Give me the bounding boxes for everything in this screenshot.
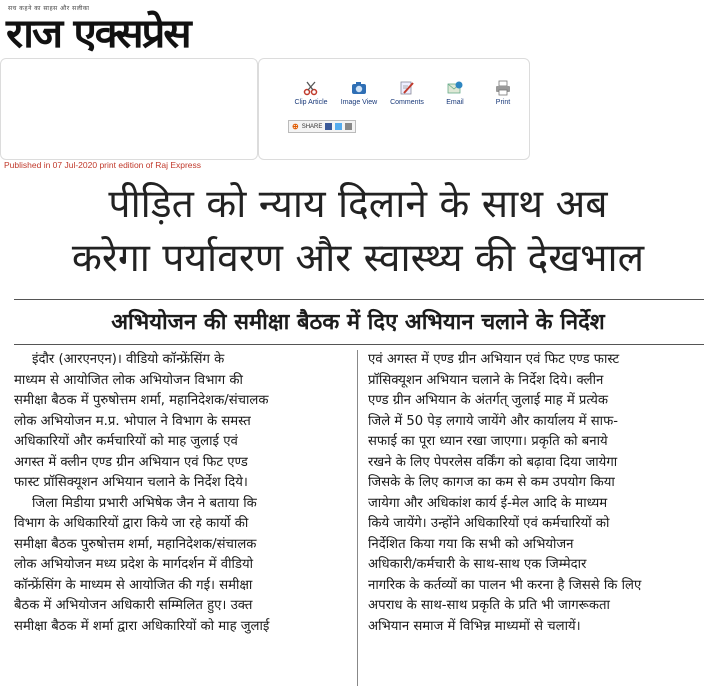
- article-text-line: जायेगा और अधिकांश कार्य ई-मेल आदि के माध्यम: [368, 495, 608, 511]
- article-text-line: समीक्षा बैठक में शर्मा द्वारा अधिकारियों को माह जुलाई: [14, 618, 270, 634]
- article-text-line: फास्ट प्रॉसिक्यूशन अभियान चलाने के निर्देश दिये।: [14, 475, 248, 490]
- clip-article-label: Clip Article: [294, 99, 328, 106]
- print-button[interactable]: [482, 80, 524, 106]
- newspaper-logo: राज एक्सप्रेस: [6, 11, 190, 57]
- twitter-icon[interactable]: [335, 123, 342, 130]
- email-icon: [447, 80, 463, 96]
- article-text-line: माध्यम से आयोजित लोक अभियोजन विभाग की: [14, 372, 243, 388]
- article-text-line: अधिकारी/कर्मचारी के साथ-साथ एक जिम्मेदार: [368, 557, 587, 572]
- email-button[interactable]: [434, 80, 476, 106]
- article-text-line: प्रॉसिक्यूशन अभियान चलाने के निर्देश दिये। क्लीन: [368, 372, 604, 388]
- article-text-line: लोक अभियोजन मध्य प्रदेश के मार्गदर्शन में वीडियो: [14, 557, 254, 572]
- image-view-label: Image View: [340, 99, 378, 106]
- print-label: Print: [495, 99, 511, 106]
- article-text-line: सफाई का पूरा ध्यान रखा जाएगा। प्रकृति को बनाये: [368, 434, 608, 449]
- facebook-icon[interactable]: [325, 123, 332, 130]
- article-text-line: अधिकारियों और कर्मचारियों को माह जुलाई एवं: [14, 434, 238, 449]
- plus-icon: ⊕: [292, 122, 299, 131]
- article-text-line: निर्देशित किया गया कि सभी को अभियोजन: [368, 536, 574, 552]
- image-view-button[interactable]: [338, 80, 380, 106]
- comments-button[interactable]: [386, 80, 428, 106]
- article-tools-panel: [258, 58, 530, 160]
- scissors-icon: [303, 80, 319, 96]
- article-text-line: अभियान समाज में विभिन्न माध्यमों से चलायें।: [368, 618, 581, 634]
- headline-line-1: पीड़ित को न्याय दिलाने के साथ अब: [108, 182, 608, 227]
- article-text-line: कॉन्फ्रेंसिंग के माध्यम से आयोजित की गई। समीक्षा: [14, 577, 253, 593]
- article-text-line: समीक्षा बैठक पुरुषोत्तम शर्मा, महानिदेशक/संचालक: [14, 536, 257, 552]
- camera-icon: [351, 80, 367, 96]
- article-text-line: किये जायेंगे। उन्होंने अधिकारियों एवं कर्मचारियों को: [368, 516, 610, 531]
- article-column-right: [368, 350, 708, 637]
- article-column-left: [14, 350, 354, 637]
- published-note: Published in 07 Jul-2020 print edition of Raj Express: [4, 160, 202, 170]
- article-text-line: बैठक में अभियोजन अधिकारी सम्मिलित हुए। उक्त: [14, 598, 253, 613]
- article-text-line: अपराध के साथ-साथ प्रकृति के प्रति भी जागरूकता: [368, 598, 610, 613]
- comments-label: Comments: [390, 99, 424, 106]
- article-text-line: समीक्षा बैठक में पुरुषोत्तम शर्मा, महानिदेशक/संचालक: [14, 393, 269, 408]
- article-text-line: एण्ड ग्रीन अभियान के अंतर्गत् जुलाई माह में प्रत्येक: [368, 393, 609, 408]
- share-button[interactable]: [288, 120, 356, 133]
- article-text-line: नागरिक के कर्तव्यों का पालन भी करना है जिससे कि लिए: [368, 577, 642, 593]
- article-toolbar: [290, 80, 524, 106]
- pencil-icon: [399, 80, 415, 96]
- left-panel: [0, 58, 258, 160]
- article-text-line: लोक अभियोजन म.प्र. भोपाल ने विभाग के समस्त: [14, 413, 251, 429]
- clip-article-button[interactable]: [290, 80, 332, 106]
- column-divider: [357, 350, 358, 686]
- masthead: [4, 2, 264, 60]
- headline-line-2: करेगा पर्यावरण और स्वास्थ्य की देखभाल: [71, 236, 645, 281]
- share-label: SHARE: [301, 123, 323, 130]
- article-text-line: जिले में 50 पेड़ लगाये जायेंगे और कार्यालय में साफ-: [368, 413, 619, 429]
- article-headline: [0, 178, 716, 286]
- divider: [14, 344, 704, 345]
- article-text-line: इंदौर (आरएनएन)। वीडियो कॉन्फ्रेंसिंग के: [32, 352, 225, 367]
- article-text-line: अगस्त में क्लीन एण्ड ग्रीन अभियान एवं फिट एण्ड: [14, 454, 248, 470]
- article-subheadline: अभियोजन की समीक्षा बैठक में दिए अभियान चलाने के निर्देश: [111, 310, 605, 335]
- divider: [14, 299, 704, 300]
- article-text-line: विभाग के अधिकारियों द्वारा किये जा रहे कार्यो की: [14, 516, 249, 531]
- article-text-line: जिसके के लिए कागज का कम से कम उपयोग किया: [368, 475, 615, 490]
- article-text-line: रखने के लिए पेपरलेस वर्किंग को बढ़ावा दिया जायेगा: [368, 454, 618, 470]
- printer-icon: [495, 80, 511, 96]
- email-label: Email: [446, 99, 464, 106]
- masthead-tagline: सच कहने का साहस और सलीका: [8, 5, 90, 12]
- more-share-icon[interactable]: [345, 123, 352, 130]
- article-text-line: जिला मिडीया प्रभारी अभिषेक जैन ने बताया कि: [32, 495, 257, 511]
- article-text-line: एवं अगस्त में एण्ड ग्रीन अभियान एवं फिट एण्ड फास्ट: [368, 352, 620, 367]
